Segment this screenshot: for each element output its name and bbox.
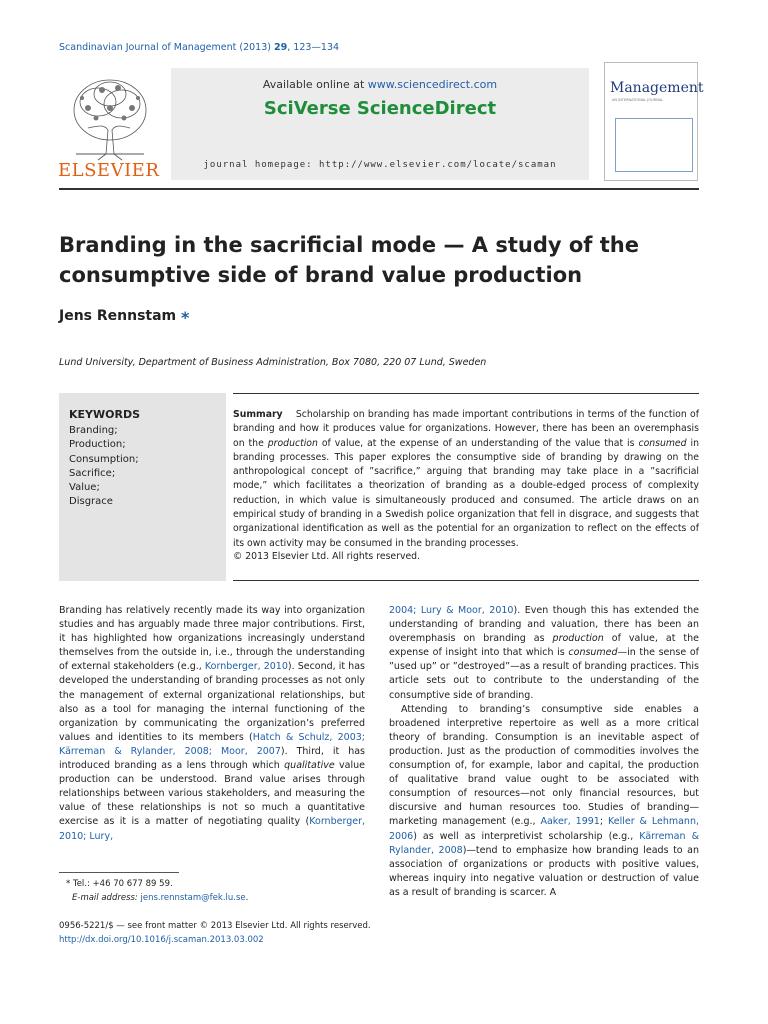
body-text: )—tend to emphasize how branding leads to an association of organizations or products with positive values, whereas inquiry into negative valuation or destruction of value as a result of branding is scarcer. A — [389, 844, 699, 898]
keyword-item: Production; — [69, 439, 126, 451]
abstract-emphasis: consumed — [638, 437, 687, 449]
header-divider — [59, 188, 699, 190]
article-author — [59, 308, 189, 327]
article-title: Branding in the sacrificial mode — A study of the consumptive side of brand value production — [59, 233, 639, 287]
paragraph — [389, 703, 699, 900]
abstract-part: in branding processes. This paper explores the consumptive side of branding by drawing on the anthropological concept of ”sacrifice,” arguing that branding may take place in a ”sacrificial mode,” which facilitates a theorization of branding as a double-edged process of complexity reduction, in which value is simultaneously produced and consumed. The article draws on an empirical study of branding in a Swedish police organization that fell in disgrace, and suggests that organizational identification as well as the potential for an organization to reflect on the effects of its own activity may be consumed in the branding processes. — [233, 437, 699, 549]
body-text: ). Third, it has introduced branding as a lens through which — [59, 745, 365, 772]
body-column-right — [389, 604, 699, 900]
body-emphasis: qualitative — [284, 760, 335, 772]
citation-link[interactable]: Keller & Lehmann, 2006 — [389, 816, 699, 842]
journal-name: Scandinavian Journal of Management (2013) — [59, 42, 274, 53]
body-text: ). Second, it has developed the understanding of branding processes as not only the management of external organizational relationships, but also as a tool for managing the internal functioning of the organization by communicating the organization’s preferred values and identities to its members ( — [59, 661, 365, 743]
keyword-item: Sacrifice; — [69, 467, 116, 479]
body-text: ). Even though this has extended the understanding of branding and valuation, there has been an overemphasis on branding as — [389, 605, 699, 645]
paragraph — [389, 604, 699, 703]
citation-link[interactable]: Kärreman & Rylander, 2008 — [389, 830, 699, 856]
abstract-bottom-rule — [233, 580, 699, 581]
email-label: E-mail address: — [72, 893, 141, 903]
journal-pages: , 123—134 — [287, 42, 340, 53]
keyword-item: Value; — [69, 482, 100, 494]
footnote-telephone: * Tel.: +46 70 677 89 59. — [66, 879, 173, 889]
abstract-text — [233, 408, 699, 551]
email-link[interactable]: jens.rennstam@fek.lu.se — [140, 893, 246, 903]
journal-reference[interactable] — [59, 42, 339, 53]
body-emphasis: consumed — [568, 647, 618, 659]
email-end: . — [245, 893, 249, 903]
journal-volume: 29 — [274, 42, 288, 53]
author-footnote-marker[interactable]: * — [181, 308, 190, 327]
footnote-email — [72, 893, 248, 903]
abstract-label: Summary — [233, 409, 283, 420]
author-name: Jens Rennstam — [59, 308, 177, 324]
cover-subtitle: AN INTERNATIONAL JOURNAL — [612, 98, 664, 102]
body-text: ) as well as interpretivist scholarship (e.g., — [413, 830, 640, 842]
keyword-item: Disgrace — [69, 496, 113, 508]
citation-link[interactable]: Kornberger, 2010; Lury, — [59, 816, 365, 842]
keyword-item: Branding; — [69, 425, 118, 436]
body-column-left — [59, 604, 365, 844]
footnote-rule — [59, 872, 179, 873]
citation-link[interactable]: Kornberger, 2010 — [204, 661, 288, 673]
keywords-list — [69, 424, 139, 510]
doi-link[interactable]: http://dx.doi.org/10.1016/j.scaman.2013.03.002 — [59, 935, 264, 945]
available-online — [171, 78, 589, 91]
abstract-copyright: © 2013 Elsevier Ltd. All rights reserved. — [233, 551, 421, 562]
body-text: Branding has relatively recently made its way into organization studies and has arguably made three major contributions. First, it has highlighted how organizations increasingly understand themselves from the outside in, i.e., through the understanding of external stakeholders (e.g., — [59, 605, 365, 673]
author-affiliation: Lund University, Department of Business Administration, Box 7080, 220 07 Lund, Sweden — [59, 357, 487, 368]
cover-title: Management — [610, 80, 704, 96]
abstract-part: Scholarship on branding has made important contributions in terms of the function of branding and how it produces value for organizations. However, there has been an overemphasis on the — [233, 409, 700, 449]
body-text: Attending to branding’s consumptive side enables a broadened interpretive repertoire as well as a more critical theory of branding. Consumption is an inevitable aspect of production. Just as the production of commodities involves the consumption of, for example, labor and capital, the production of qualitative brand value ought to be associated with consumption of resources—not only financial resources, but discursive and human resources too. Studies of branding—marketing management (e.g., — [389, 703, 699, 828]
cover-image-box — [615, 118, 693, 172]
body-text: ; — [599, 816, 608, 828]
citation-link[interactable]: Hatch & Schulz, 2003; Kärreman & Rylander, 2008; Moor, 2007 — [59, 731, 365, 757]
keywords-heading: KEYWORDS — [69, 408, 141, 421]
body-emphasis: production — [552, 633, 604, 645]
abstract-part: of value, at the expense of an understanding of the value that is — [317, 437, 639, 449]
body-text: value production can be understood. Brand value arises through relationships between various stakeholders, and measuring the value of these relationships is not so much a quantitative exercise as it is a matter of negotiating quality ( — [59, 760, 366, 828]
body-text: of value, at the expense of insight into that which is — [389, 633, 699, 659]
front-matter: 0956-5221/$ — see front matter © 2013 Elsevier Ltd. All rights reserved. — [59, 921, 371, 931]
elsevier-logo-text: ELSEVIER — [58, 160, 160, 181]
journal-homepage[interactable]: journal homepage: http://www.elsevier.com/locate/scaman — [203, 160, 557, 170]
citation-link[interactable]: Aaker, 1991 — [540, 816, 600, 828]
citation-link[interactable]: 2004; Lury & Moor, 2010 — [389, 605, 514, 616]
sciencedirect-link[interactable]: www.sciencedirect.com — [367, 78, 498, 91]
body-text: —in the sense of ”used up” or ”destroyed”—as a result of branding practices. This article sets out to contribute to the understanding of the consumptive side of branding. — [389, 647, 699, 701]
available-online-label: Available online at — [262, 78, 368, 91]
abstract-emphasis: production — [267, 437, 318, 449]
sciverse-sciencedirect-logo: SciVerse ScienceDirect — [263, 98, 497, 119]
keyword-item: Consumption; — [69, 453, 139, 465]
abstract-top-rule — [233, 393, 699, 394]
